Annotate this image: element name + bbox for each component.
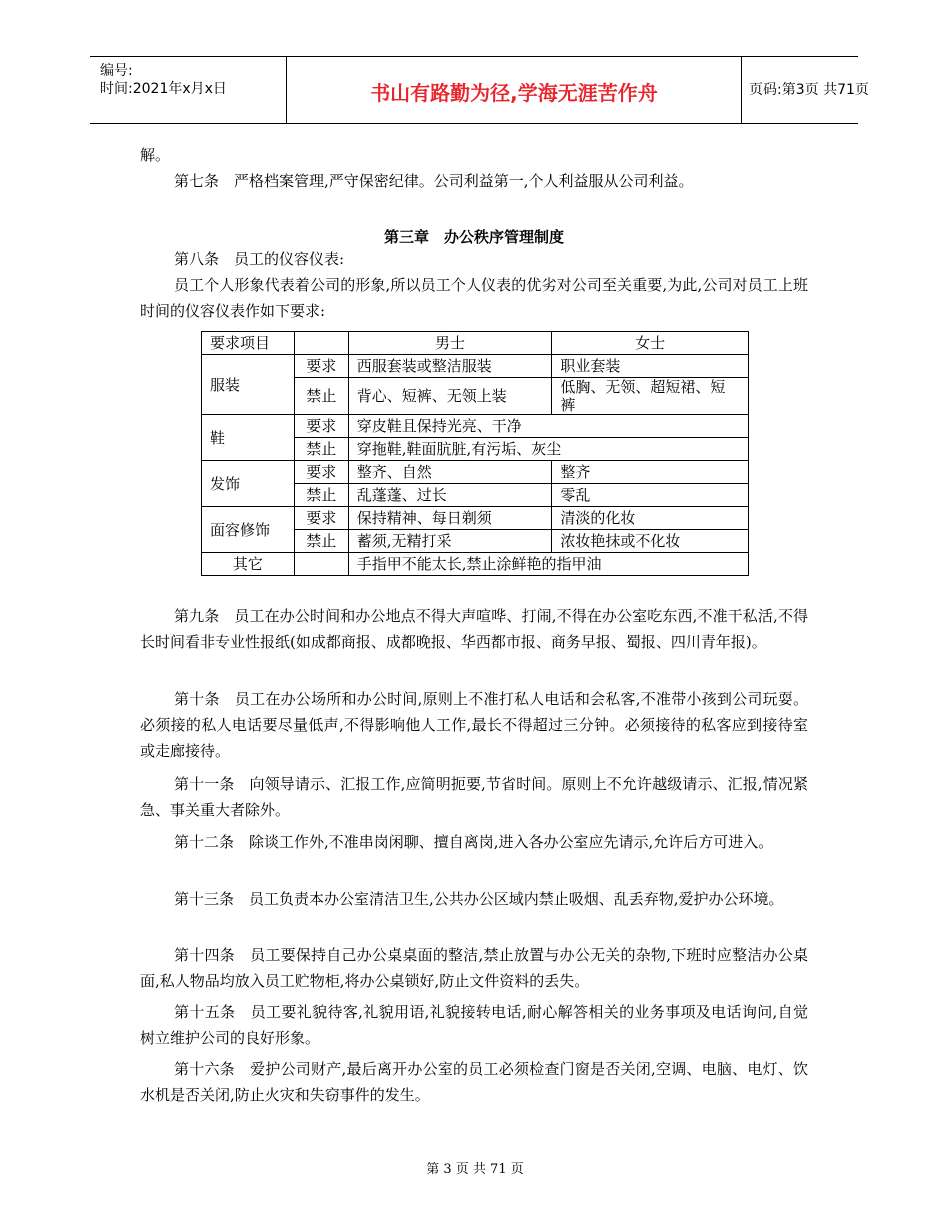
table-header-female: 女士	[552, 332, 749, 355]
header-page-cell	[741, 57, 869, 123]
header-motto: 书山有路勤为径,学海无涯苦作舟	[370, 81, 658, 105]
row-type: 禁止	[294, 484, 348, 507]
table-cell-blank	[294, 553, 348, 576]
table-header-row	[202, 332, 749, 355]
table-cell: 乱蓬蓬、过长	[348, 484, 552, 507]
row-type: 禁止	[294, 438, 348, 461]
table-header-item: 要求项目	[202, 332, 295, 355]
table-cell: 整齐、自然	[348, 461, 552, 484]
table-cell: 清淡的化妆	[552, 507, 749, 530]
table-cell: 保持精神、每日剃须	[348, 507, 552, 530]
row-label-shoes: 鞋	[202, 415, 295, 461]
article-7: 第七条 严格档案管理,严守保密纪律。公司利益第一,个人利益服从公司利益。	[174, 172, 694, 190]
page-header	[90, 56, 869, 124]
table-cell: 背心、短裤、无领上装	[348, 378, 552, 415]
row-type: 要求	[294, 507, 348, 530]
article-14: 第十四条 员工要保持自己办公桌桌面的整洁,禁止放置与办公无关的杂物,下班时应整洁办公桌面,私人物品均放入员工贮物柜,将办公桌锁好,防止文件资料的丢失。	[140, 946, 808, 990]
header-meta	[90, 57, 286, 123]
article-9: 第九条 员工在办公时间和办公地点不得大声喧哗、打闹,不得在办公室吃东西,不准干私活,不得长时间看非专业性报纸(如成都商报、成都晚报、华西都市报、商务早报、蜀报、四川青年报)。	[140, 607, 808, 651]
row-type: 要求	[294, 415, 348, 438]
row-label-hair: 发饰	[202, 461, 295, 507]
row-type: 禁止	[294, 530, 348, 553]
table-cell: 零乱	[552, 484, 749, 507]
article-12: 第十二条 除谈工作外,不准串岗闲聊、擅自离岗,进入各办公室应先请示,允许后方可进入。	[174, 833, 774, 851]
table-cell: 穿拖鞋,鞋面肮脏,有污垢、灰尘	[348, 438, 748, 461]
dress-code-table	[201, 331, 749, 576]
row-label-other: 其它	[202, 553, 295, 576]
article-11: 第十一条 向领导请示、汇报工作,应简明扼要,节省时间。原则上不允许越级请示、汇报,情况紧急、事关重大者除外。	[140, 775, 808, 819]
row-type: 要求	[294, 461, 348, 484]
table-cell: 低胸、无领、超短裙、短裤	[552, 378, 749, 415]
table-row	[202, 355, 749, 378]
header-page-info: 页码:第3页 共71页	[749, 82, 869, 98]
table-row	[202, 553, 749, 576]
doc-number-label: 编号:	[100, 63, 133, 79]
table-cell: 西服套装或整洁服装	[348, 355, 552, 378]
row-label-face: 面容修饰	[202, 507, 295, 553]
header-motto-cell	[286, 57, 742, 123]
row-type: 要求	[294, 355, 348, 378]
article-16: 第十六条 爱护公司财产,最后离开办公室的员工必须检查门窗是否关闭,空调、电脑、电灯、饮水机是否关闭,防止火灾和失窃事件的发生。	[140, 1060, 808, 1104]
article-10: 第十条 员工在办公场所和办公时间,原则上不准打私人电话和会私客,不准带小孩到公司玩耍。必须接的私人电话要尽量低声,不得影响他人工作,最长不得超过三分钟。必须接待的私客应到接待室或走廊接待。	[140, 690, 808, 760]
table-cell: 浓妆艳抹或不化妆	[552, 530, 749, 553]
table-header-male: 男士	[348, 332, 552, 355]
table-cell: 整齐	[552, 461, 749, 484]
table-row	[202, 507, 749, 530]
paragraph-continuation: 解。	[140, 146, 171, 164]
doc-time-label: 时间:2021年x月x日	[100, 81, 227, 97]
table-cell: 穿皮鞋且保持光亮、干净	[348, 415, 748, 438]
table-cell: 蓄须,无精打采	[348, 530, 552, 553]
table-cell: 职业套装	[552, 355, 749, 378]
table-row	[202, 415, 749, 438]
row-type: 禁止	[294, 378, 348, 415]
page-footer: 第 3 页 共 71 页	[426, 1162, 524, 1177]
row-label-clothing: 服装	[202, 355, 295, 415]
article-15: 第十五条 员工要礼貌待客,礼貌用语,礼貌接转电话,耐心解答相关的业务事项及电话询问,自觉树立维护公司的良好形象。	[140, 1003, 808, 1047]
chapter-title: 第三章 办公秩序管理制度	[383, 228, 564, 246]
article-8-body: 员工个人形象代表着公司的形象,所以员工个人仪表的优劣对公司至关重要,为此,公司对员工上班时间的仪容仪表作如下要求:	[140, 276, 808, 320]
table-header-blank	[294, 332, 348, 355]
table-row	[202, 461, 749, 484]
article-8: 第八条 员工的仪容仪表:	[174, 250, 345, 268]
article-13: 第十三条 员工负责本办公室清洁卫生,公共办公区域内禁止吸烟、乱丢弃物,爱护办公环境。	[174, 890, 784, 908]
table-cell: 手指甲不能太长,禁止涂鲜艳的指甲油	[348, 553, 748, 576]
